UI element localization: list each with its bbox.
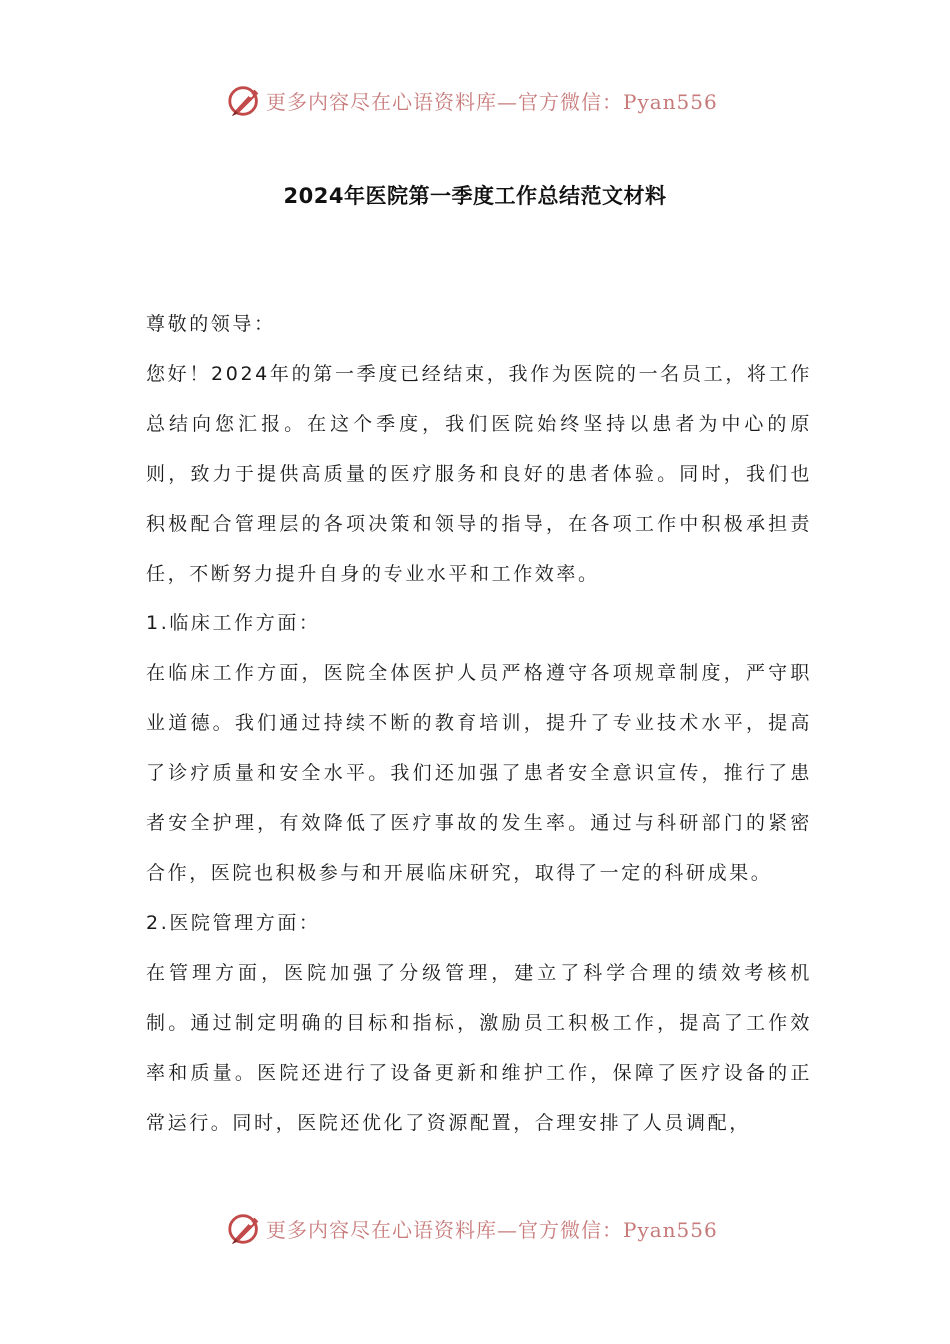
clinical-paragraph: 在临床工作方面，医院全体医护人员严格遵守各项规章制度，严守职业道德。我们通过持续不断的教育培训，提升了专业技术水平，提高了诊疗质量和安全水平。我们还加强了患者安全意识宣传，推行了患者安全护理，有效降低了医疗事故的发生率。通过与科研部门的紧密合作，医院也积极参与和开展临床研究，取得了一定的科研成果。 [146, 662, 812, 884]
salutation-paragraph: 尊敬的领导： [146, 313, 276, 335]
header-watermark-banner [0, 78, 950, 128]
document-title: 2024年医院第一季度工作总结范文材料 [283, 184, 667, 208]
section-heading-clinical: 1.临床工作方面： [146, 612, 321, 635]
document-body [146, 300, 812, 1148]
watermark-text: 更多内容尽在心语资料库—官方微信：Pyan556 [266, 90, 718, 114]
pen-nib-logo-icon [226, 82, 264, 120]
watermark-text: 更多内容尽在心语资料库—官方微信：Pyan556 [266, 1218, 718, 1242]
section-heading-management: 2.医院管理方面： [146, 911, 321, 934]
pen-nib-logo-icon [226, 1210, 264, 1248]
management-paragraph: 在管理方面，医院加强了分级管理，建立了科学合理的绩效考核机制。通过制定明确的目标和指标，激励员工积极工作，提高了工作效率和质量。医院还进行了设备更新和维护工作，保障了医疗设备的正常运行。同时，医院还优化了资源配置，合理安排了人员调配， [146, 961, 812, 1134]
footer-watermark-banner [0, 1206, 950, 1256]
intro-paragraph: 您好！2024年的第一季度已经结束，我作为医院的一名员工，将工作总结向您汇报。在这个季度，我们医院始终坚持以患者为中心的原则，致力于提供高质量的医疗服务和良好的患者体验。同时，我们也积极配合管理层的各项决策和领导的指导，在各项工作中积极承担责任，不断努力提升自身的专业水平和工作效率。 [146, 362, 812, 585]
